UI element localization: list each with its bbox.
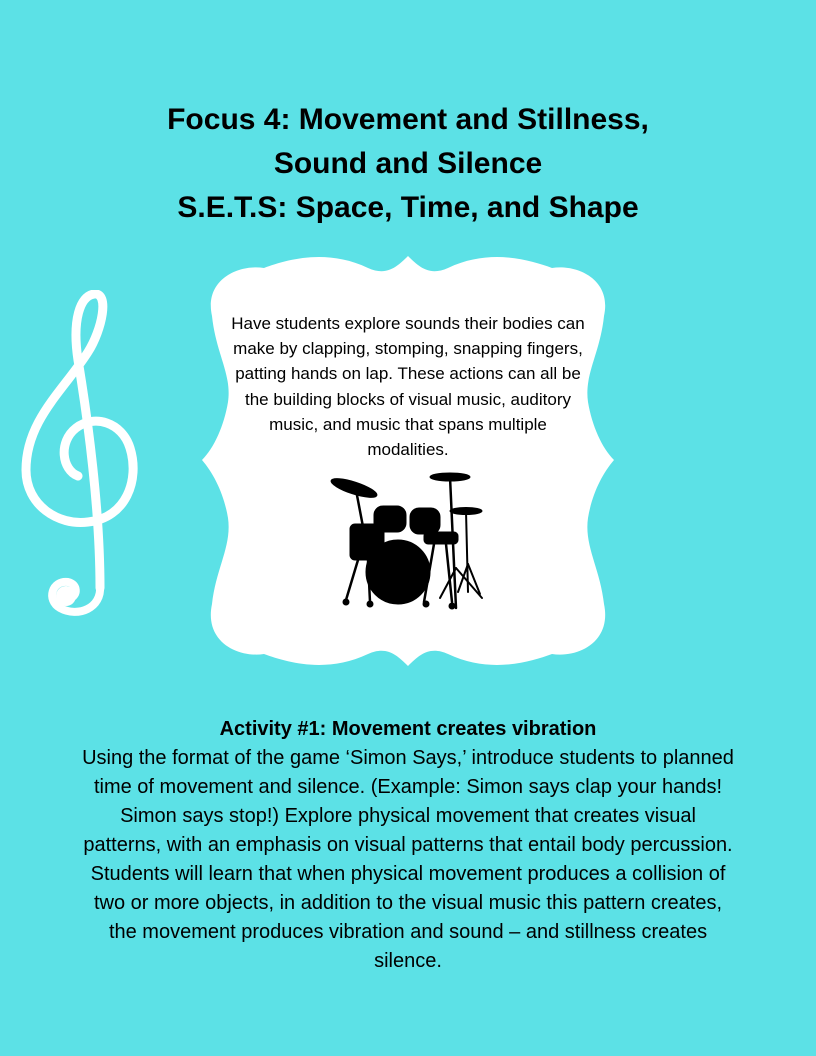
activity-title: Activity #1: Movement creates vibration [219,718,597,740]
frame-description: Have students explore sounds their bodies can make by clapping, stomping, snapping fingers, patting hands on lap. These actions can all be the building blocks of visual music, auditory music, and music that spans multiple modalities. [231,314,585,460]
activity-section [80,715,736,976]
title-line-2: Sound and Silence [273,147,543,180]
title-line-1: Focus 4: Movement and Stillness, [167,103,649,136]
page-title [0,98,816,230]
title-line-3: S.E.T.S: Space, Time, and Shape [177,191,639,224]
activity-body: Using the format of the game ‘Simon Says,’ introduce students to planned time of movement and silence. (Example: Simon says clap your hands! Simon says stop!) Explore physical movement that creates visual patterns, with an emphasis on visual patterns that entail body percussion. Students will learn that when physical movement produces a collision of two or more objects, in addition to the visual music this pattern creates, the movement produces vibration and sound – and stillness creates silence. [82,747,734,972]
treble-clef-icon [18,290,148,620]
drum-kit-icon [328,468,488,614]
